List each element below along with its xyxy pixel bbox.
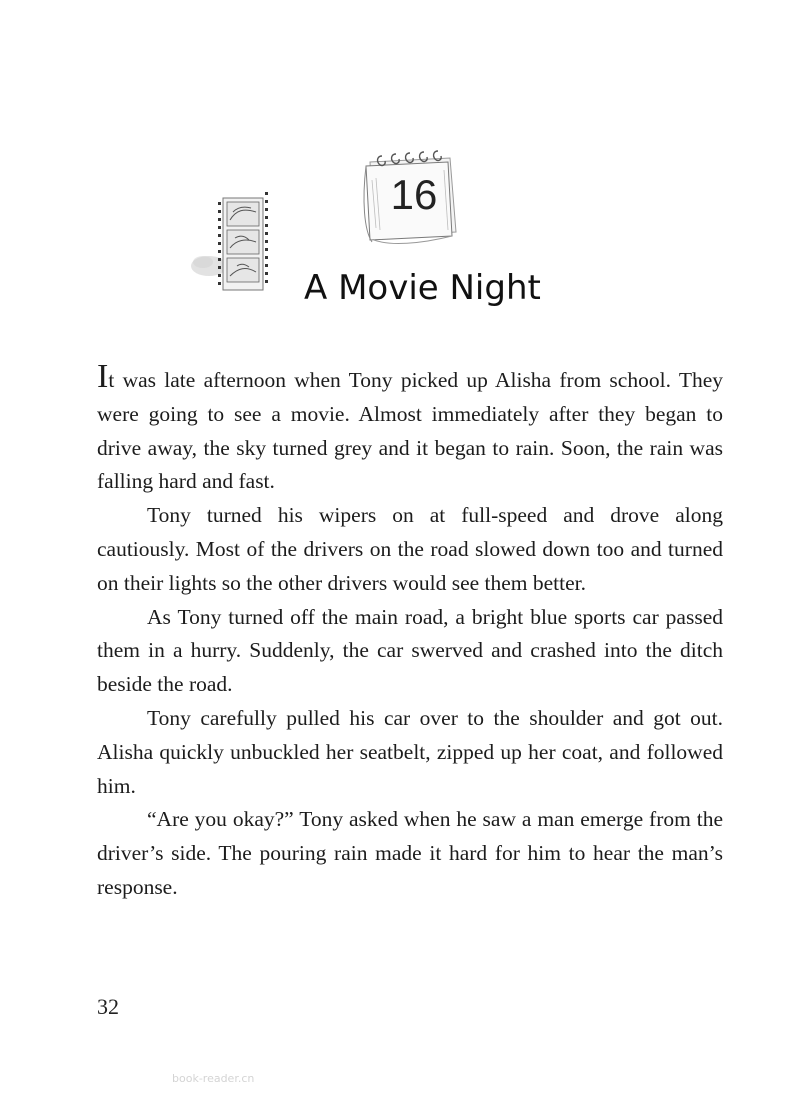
chapter-number: 16 bbox=[390, 171, 438, 218]
drop-cap: I bbox=[97, 358, 109, 395]
page-number: 32 bbox=[97, 994, 119, 1019]
paragraph-3: As Tony turned off the main road, a bright blue sports car passed them in a hurry. Suddenly, the car swerved and crashed into the ditch beside the road. bbox=[97, 604, 723, 697]
watermark: book-reader.cn bbox=[172, 1072, 255, 1085]
chapter-body bbox=[97, 358, 723, 905]
paragraph-1-text: t was late afternoon when Tony picked up Alisha from school. They were going to see a movie. Almost immediately after they began to drive away, the sky turned grey and it began to rain. Soon, the rain was falling hard and fast. bbox=[97, 368, 723, 494]
paragraph-2: Tony turned his wipers on at full-speed and drove along cautiously. Most of the drivers on the road slowed down too and turned on their lights so the other drivers would see them better. bbox=[97, 503, 723, 595]
paragraph-1 bbox=[97, 358, 723, 499]
paragraph-5: “Are you okay?” Tony asked when he saw a man emerge from the driver’s side. The pouring rain made it hard for him to hear the man’s response. bbox=[97, 807, 723, 899]
film-strip-icon bbox=[183, 188, 303, 298]
paragraph-4: Tony carefully pulled his car over to the shoulder and got out. Alisha quickly unbuckled her seatbelt, zipped up her coat, and followed him. bbox=[97, 705, 723, 798]
chapter-title: A Movie Night bbox=[304, 268, 541, 308]
film-strip-drawing bbox=[183, 188, 303, 298]
